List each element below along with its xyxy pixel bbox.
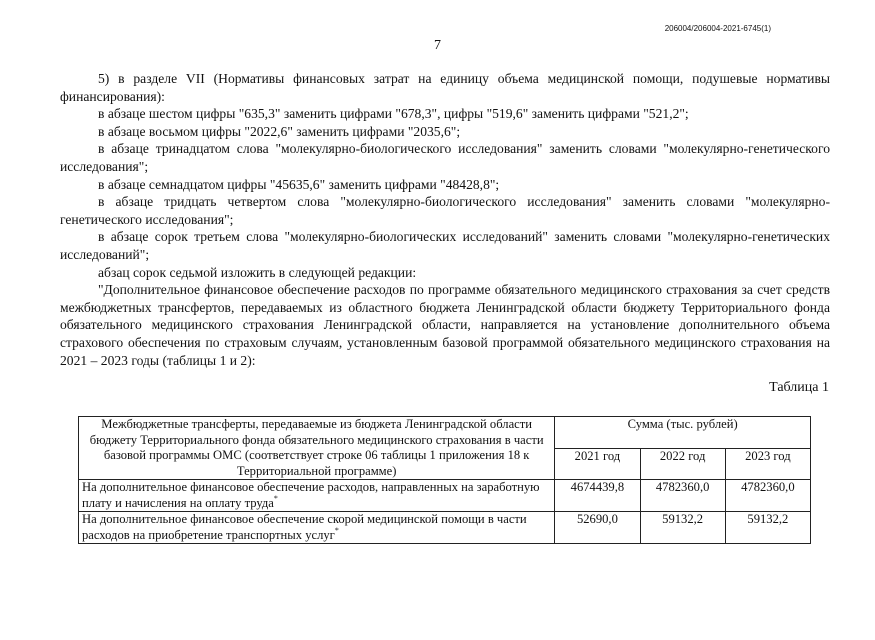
header-title-cell (79, 417, 555, 480)
paragraph: в абзаце шестом цифры "635,3" заменить цифрами "678,3", цифры "519,6" заменить цифрами "521,2"; (98, 106, 689, 122)
row-label (79, 512, 555, 544)
paragraph: в абзаце тридцать четвертом слова "молекулярно-биологического исследования" заменить словами "молекулярно-генетического исследования"; (60, 194, 830, 227)
value-cell: 4782360,0 (725, 480, 810, 512)
table-label: Таблица 1 (769, 380, 829, 395)
value-cell: 59132,2 (640, 512, 725, 544)
table-row (79, 512, 811, 544)
year-header: 2022 год (640, 448, 725, 480)
paragraph: абзац сорок седьмой изложить в следующей редакции: (98, 264, 417, 280)
footnote-mark: * (273, 493, 278, 503)
value-cell: 59132,2 (725, 512, 810, 544)
row-label-text: На дополнительное финансовое обеспечение скорой медицинской помощи в части расходов на приобретение транспортных услуг (82, 512, 527, 542)
paragraph: 5) в разделе VII (Нормативы финансовых затрат на единицу объема медицинской помощи, подушевые нормативы финансирования): (60, 71, 830, 104)
table-header-row (79, 417, 811, 449)
table-row (79, 480, 811, 512)
footnote-mark: * (334, 525, 339, 535)
paragraph: в абзаце семнадцатом цифры "45635,6" заменить цифрами "48428,8"; (98, 176, 500, 192)
row-label (79, 480, 555, 512)
sum-header: Сумма (тыс. рублей) (555, 417, 811, 449)
paragraph: в абзаце восьмом цифры "2022,6" заменить цифрами "2035,6"; (98, 123, 461, 139)
paragraph: в абзаце сорок третьем слова "молекулярно-биологических исследований" заменить словами "молекулярно-генетических исследований"; (60, 229, 830, 262)
document-id: 206004/206004-2021-6745(1) (664, 24, 771, 33)
row-label-text: На дополнительное финансовое обеспечение расходов, направленных на заработную плату и начисления на оплату труда (82, 480, 540, 510)
paragraph: "Дополнительное финансовое обеспечение расходов по программе обязательного медицинского страхования за счет средств межбюджетных трансфертов, передаваемых из областного бюджета Ленинградской области бюджету Территориального фонда обязательного медицинского страхования Ленинградской области, направляется на установление дополнительного объема страхового обеспечения по страховым случаям, установленным базовой программой обязательного медицинского страхования на 2021 – 2023 годы (таблицы 1 и 2): (60, 282, 830, 368)
data-table (78, 416, 811, 544)
year-header: 2021 год (555, 448, 640, 480)
paragraph: в абзаце тринадцатом слова "молекулярно-биологического исследования" заменить словами "молекулярно-генетического исследования"; (60, 141, 830, 174)
value-cell: 52690,0 (555, 512, 640, 544)
header-title-line1: Межбюджетные трансферты, передаваемые из бюджета Ленинградской области (101, 417, 532, 431)
page-number: 7 (434, 38, 441, 53)
value-cell: 4782360,0 (640, 480, 725, 512)
year-header: 2023 год (725, 448, 810, 480)
value-cell: 4674439,8 (555, 480, 640, 512)
header-title-line2: бюджету Территориального фонда обязательного медицинского страхования в части базовой программы ОМС (соответствует строке 06 таблицы 1 приложения 18 к Территориальной программе) (89, 432, 544, 478)
document-body (60, 70, 830, 369)
